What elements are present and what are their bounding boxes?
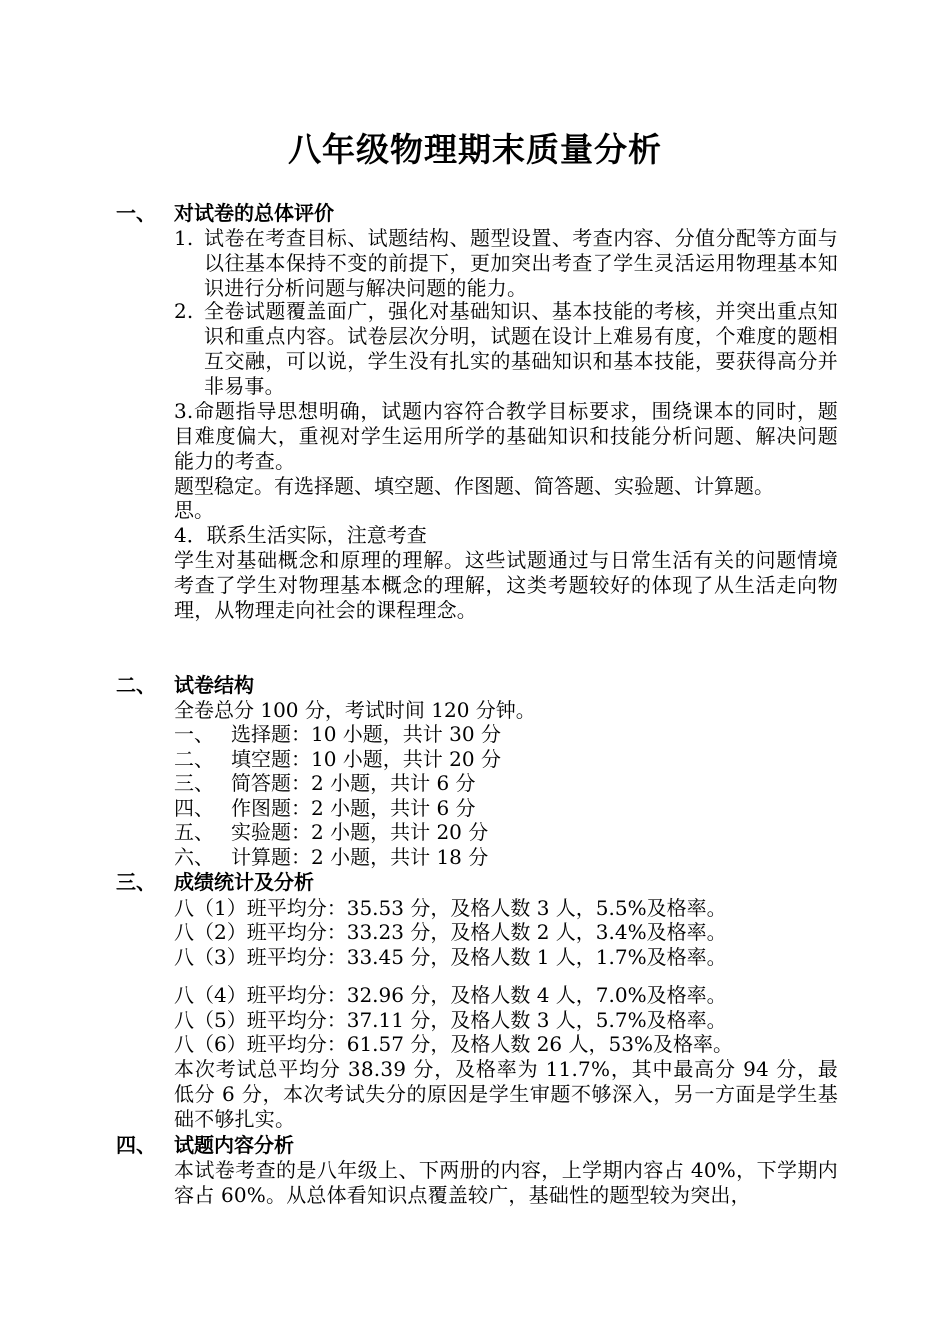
structure-number: 四、 xyxy=(174,796,214,820)
structure-line xyxy=(174,820,488,845)
page-title: 八年级物理期末质量分析 xyxy=(288,130,662,169)
section-4-title: 试题内容分析 xyxy=(174,1133,294,1157)
item-number: 2. xyxy=(174,299,194,323)
structure-text: 选择题：10 小题，共计 30 分 xyxy=(231,722,501,746)
section-1-item-1 xyxy=(174,226,838,301)
section-2-title: 试卷结构 xyxy=(174,673,254,697)
structure-text: 填空题：10 小题，共计 20 分 xyxy=(231,747,501,771)
section-1-item-2 xyxy=(174,299,838,399)
section-1-paragraph-4-heading: 4．联系生活实际，注意考查 xyxy=(174,523,427,547)
structure-line xyxy=(174,796,476,821)
item-text: 试卷在考查目标、试题结构、题型设置、考查内容、分值分配等方面与以往基本保持不变的前提下，更加突出考查了学生灵活运用物理基本知识进行分析问题与解决问题的能力。 xyxy=(204,226,838,300)
section-1-paragraph-3c: 思。 xyxy=(174,498,214,522)
class-stat-line: 八（4）班平均分：32.96 分，及格人数 4 人，7.0%及格率。 xyxy=(174,983,727,1007)
structure-line xyxy=(174,747,501,772)
section-1-paragraph-3: 3.命题指导思想明确，试题内容符合教学目标要求，围绕课本的同时，题目难度偏大，重视对学生运用所学的基础知识和技能分析问题、解决问题能力的考查。 xyxy=(174,399,838,473)
section-2-number: 二、 xyxy=(116,673,156,697)
section-1-number: 一、 xyxy=(116,201,156,225)
section-4-paragraph: 本试卷考查的是八年级上、下两册的内容，上学期内容占 40%，下学期内容占 60%。从总体看知识点覆盖较广，基础性的题型较为突出， xyxy=(174,1158,838,1207)
structure-number: 一、 xyxy=(174,722,214,746)
class-stat-line: 八（5）班平均分：37.11 分，及格人数 3 人，5.7%及格率。 xyxy=(174,1008,727,1032)
item-text: 全卷试题覆盖面广，强化对基础知识、基本技能的考核，并突出重点知识和重点内容。试卷层次分明，试题在设计上难易有度，个难度的题相互交融，可以说，学生没有扎实的基础知识和基本技能，要获得高分并非易事。 xyxy=(204,299,838,398)
section-3-number: 三、 xyxy=(116,870,156,894)
structure-line xyxy=(174,771,476,796)
section-2-intro: 全卷总分 100 分，考试时间 120 分钟。 xyxy=(174,698,536,722)
structure-line xyxy=(174,722,501,747)
item-number: 1. xyxy=(174,226,194,250)
section-3-title: 成绩统计及分析 xyxy=(174,870,314,894)
section-4-number: 四、 xyxy=(116,1133,156,1157)
structure-number: 五、 xyxy=(174,820,214,844)
structure-text: 实验题：2 小题，共计 20 分 xyxy=(231,820,489,844)
structure-number: 二、 xyxy=(174,747,214,771)
section-1-paragraph-3b: 题型稳定。有选择题、填空题、作图题、简答题、实验题、计算题。 xyxy=(174,474,774,498)
structure-number: 六、 xyxy=(174,845,214,869)
structure-text: 计算题：2 小题，共计 18 分 xyxy=(231,845,489,869)
structure-line xyxy=(174,845,488,870)
class-stat-line: 八（1）班平均分：35.53 分，及格人数 3 人，5.5%及格率。 xyxy=(174,896,727,920)
section-3-summary: 本次考试总平均分 38.39 分，及格率为 11.7%，其中最高分 94 分，最低分 6 分，本次考试失分的原因是学生审题不够深入，另一方面是学生基础不够扎实。 xyxy=(174,1057,838,1131)
structure-text: 简答题：2 小题，共计 6 分 xyxy=(231,771,476,795)
structure-text: 作图题：2 小题，共计 6 分 xyxy=(231,796,476,820)
section-1-paragraph-4: 学生对基础概念和原理的理解。这些试题通过与日常生活有关的问题情境考查了学生对物理基本概念的理解，这类考题较好的体现了从生活走向物理，从物理走向社会的课程理念。 xyxy=(174,548,838,622)
structure-number: 三、 xyxy=(174,771,214,795)
section-1-title: 对试卷的总体评价 xyxy=(174,201,334,225)
class-stat-line: 八（3）班平均分：33.45 分，及格人数 1 人，1.7%及格率。 xyxy=(174,945,727,969)
class-stat-line: 八（2）班平均分：33.23 分，及格人数 2 人，3.4%及格率。 xyxy=(174,920,727,944)
class-stat-line: 八（6）班平均分：61.57 分，及格人数 26 人，53%及格率。 xyxy=(174,1032,733,1056)
